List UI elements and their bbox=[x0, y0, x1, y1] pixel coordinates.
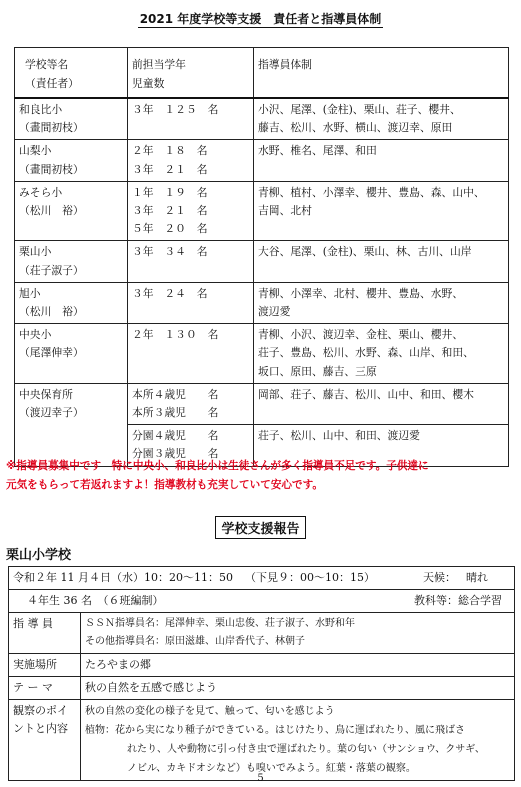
place-value: たろやまの郷 bbox=[85, 658, 151, 671]
grade-cell: 本所４歳児 名 本所３歳児 名 bbox=[128, 383, 254, 424]
observation-value: 秋の自然の変化の様子を見て、触って、匂いを感じよう 植物：花から実になり種子ができている。はじけたり、鳥に運ばれたり、風に飛ばさ れたり、人や動物に引っ付き虫で運ばれたり。葉の匂い（サンショウ、クサギ、 ノビル、カキドオシなど）も嗅いでみよう。紅葉・落葉の観察。 bbox=[85, 706, 485, 774]
weather-label: 天候： bbox=[423, 571, 456, 584]
table-row bbox=[15, 324, 509, 384]
page-title: 2021 年度学校等支援 責任者と指導員体制 bbox=[139, 12, 382, 26]
report-theme-row bbox=[9, 677, 514, 700]
school-cell: 中央保育所 （渡辺幸子） bbox=[15, 383, 128, 466]
report-place-row bbox=[9, 654, 514, 677]
report-grade-row bbox=[9, 590, 514, 613]
place-label: 実施場所 bbox=[9, 654, 81, 676]
staff-cell: 青柳、小沢、渡辺幸、金柱、栗山、櫻井、 荘子、豊島、松川、水野、森、山岸、和田、 坂口、原田、藤吉、三原 bbox=[254, 324, 509, 384]
table-row bbox=[15, 140, 509, 181]
instructor-value: ＳＳＮ指導員名：尾澤伸幸、栗山忠俊、荘子淑子、水野和年 その他指導員名：原田滋雄、山岸香代子、林朝子 bbox=[85, 618, 355, 647]
header-school: 学校等名 （責任者） bbox=[15, 48, 128, 99]
table-row-nursery-1 bbox=[15, 383, 509, 424]
school-cell: 栗山小 （荘子淑子） bbox=[15, 241, 128, 282]
header-staff: 指導員体制 bbox=[254, 48, 509, 99]
grade-cell: １年 １９ 名 ３年 ２１ 名 ５年 ２０ 名 bbox=[128, 181, 254, 241]
report-subject: 教科等：総合学習 bbox=[414, 594, 502, 607]
header-grade: 前担当学年 児童数 bbox=[128, 48, 254, 99]
instructor-label: 指 導 員 bbox=[9, 613, 81, 653]
staff-cell: 青柳、植村、小澤幸、櫻井、豊島、森、山中、 吉岡、北村 bbox=[254, 181, 509, 241]
grade-cell: ３年 ２４ 名 bbox=[128, 282, 254, 323]
theme-value: 秋の自然を五感で感じよう bbox=[85, 681, 217, 694]
weather-value: 晴れ bbox=[466, 571, 488, 584]
school-cell: 和良比小 （畫間初枝） bbox=[15, 98, 128, 140]
staff-cell: 水野、椎名、尾澤、和田 bbox=[254, 140, 509, 181]
table-row bbox=[15, 282, 509, 323]
staff-cell: 岡部、荘子、藤吉、松川、山中、和田、櫻木 bbox=[254, 383, 509, 424]
report-date: 令和２年 11 月４日（水）10：20～11：50 bbox=[13, 571, 233, 584]
grade-cell: ３年 １２５ 名 bbox=[128, 98, 254, 140]
grade-cell: ２年 １８ 名 ３年 ２１ 名 bbox=[128, 140, 254, 181]
school-cell: 山梨小 （畫間初枝） bbox=[15, 140, 128, 181]
table-header-row bbox=[15, 48, 509, 99]
report-prep-time: （下見９：00～10：15） bbox=[244, 571, 375, 584]
report-date-row bbox=[9, 567, 514, 590]
school-cell: 中央小 （尾澤伸幸） bbox=[15, 324, 128, 384]
theme-label: テ ー マ bbox=[9, 677, 81, 699]
grade-cell: ３年 ３４ 名 bbox=[128, 241, 254, 282]
report-observation-row bbox=[9, 700, 514, 780]
school-name: 栗山小学校 bbox=[6, 548, 72, 563]
page-number: 5 bbox=[257, 773, 264, 784]
staff-cell: 大谷、尾澤、(金柱)、栗山、林、古川、山岸 bbox=[254, 241, 509, 282]
table-row bbox=[15, 241, 509, 282]
staff-cell: 荘子、松川、山中、和田、渡辺愛 bbox=[254, 425, 509, 466]
table-row bbox=[15, 98, 509, 140]
school-cell: みそら小 （松川 裕） bbox=[15, 181, 128, 241]
school-cell: 旭小 （松川 裕） bbox=[15, 282, 128, 323]
section-title: 学校支援報告 bbox=[0, 516, 521, 539]
observation-label: 観察のポイ ントと内容 bbox=[9, 700, 81, 780]
grade-cell: 分園４歳児 名 分園３歳児 名 bbox=[128, 425, 254, 466]
report-grade: ４年生 36 名 （６班編制） bbox=[27, 594, 164, 607]
report-table bbox=[8, 566, 515, 781]
report-instructor-row bbox=[9, 613, 514, 654]
staff-table bbox=[14, 47, 509, 467]
grade-cell: ２年 １３０ 名 bbox=[128, 324, 254, 384]
recruitment-note: ※指導員募集中です 特に中央小、和良比小は生徒さんが多く指導員不足です。子供達に 元気をもらって若返れますよ！指導教材も充実していて安心です。 bbox=[6, 460, 429, 491]
staff-cell: 青柳、小澤幸、北村、櫻井、豊島、水野、 渡辺愛 bbox=[254, 282, 509, 323]
table-row bbox=[15, 181, 509, 241]
staff-cell: 小沢、尾澤、(金柱)、栗山、荘子、櫻井、 藤吉、松川、水野、横山、渡辺幸、原田 bbox=[254, 98, 509, 140]
